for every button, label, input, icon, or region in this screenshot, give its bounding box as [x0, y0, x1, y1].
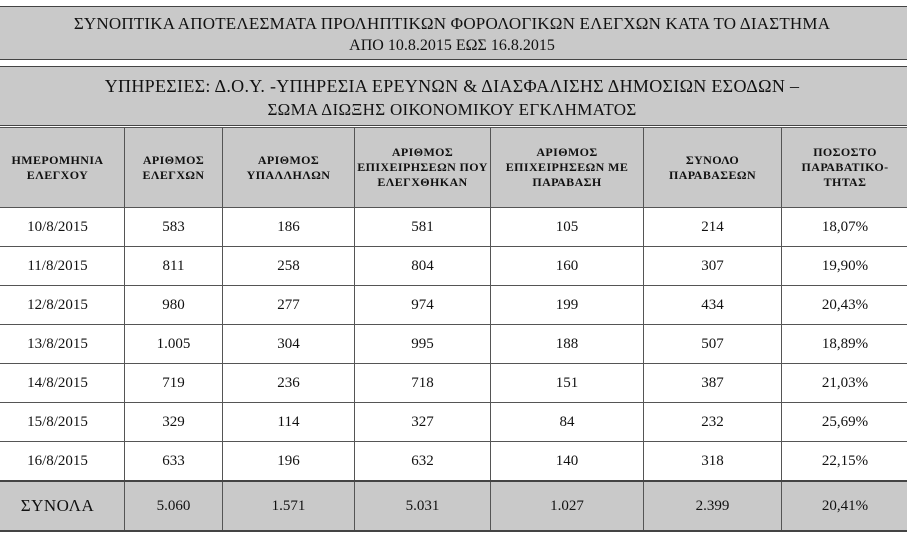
cell-violation-rate: 25,69% [782, 403, 907, 442]
cell-date: 13/8/2015 [0, 325, 125, 364]
table-row [0, 247, 907, 286]
cell-employees: 236 [223, 364, 355, 403]
cell-businesses-violating: 160 [491, 247, 644, 286]
col-header-date: ΗΜΕΡΟΜΗΝΙΑ ΕΛΕΓΧΟΥ [0, 128, 125, 208]
cell-employees: 186 [223, 208, 355, 247]
totals-label: ΣΥΝΟΛΑ [0, 481, 125, 531]
cell-total-violations: 214 [644, 208, 782, 247]
audit-results-table [0, 127, 907, 532]
services-line-2: ΣΩΜΑ ΔΙΩΞΗΣ ΟΙΚΟΝΟΜΙΚΟΥ ΕΓΚΛΗΜΑΤΟΣ [267, 100, 637, 119]
cell-employees: 114 [223, 403, 355, 442]
cell-violation-rate: 20,43% [782, 286, 907, 325]
total-employees: 1.571 [223, 481, 355, 531]
report-title-band [0, 6, 907, 60]
cell-total-violations: 318 [644, 442, 782, 482]
cell-date: 15/8/2015 [0, 403, 125, 442]
cell-total-violations: 507 [644, 325, 782, 364]
cell-violation-rate: 21,03% [782, 364, 907, 403]
cell-date: 12/8/2015 [0, 286, 125, 325]
total-businesses-violating: 1.027 [491, 481, 644, 531]
table-row [0, 325, 907, 364]
cell-employees: 258 [223, 247, 355, 286]
cell-audits: 719 [125, 364, 223, 403]
total-audits: 5.060 [125, 481, 223, 531]
cell-businesses-audited: 995 [355, 325, 491, 364]
cell-audits: 633 [125, 442, 223, 482]
col-header-violation-rate: ΠΟΣΟΣΤΟ ΠΑΡΑΒΑΤΙΚΟ-ΤΗΤΑΣ [782, 128, 907, 208]
cell-businesses-audited: 327 [355, 403, 491, 442]
cell-date: 14/8/2015 [0, 364, 125, 403]
cell-date: 11/8/2015 [0, 247, 125, 286]
cell-violation-rate: 22,15% [782, 442, 907, 482]
table-row [0, 403, 907, 442]
col-header-audits: ΑΡΙΘΜΟΣ ΕΛΕΓΧΩΝ [125, 128, 223, 208]
cell-businesses-violating: 199 [491, 286, 644, 325]
cell-total-violations: 307 [644, 247, 782, 286]
col-header-employees: ΑΡΙΘΜΟΣ ΥΠΑΛΛΗΛΩΝ [223, 128, 355, 208]
table-header-row [0, 128, 907, 208]
cell-employees: 304 [223, 325, 355, 364]
report-title-line-2: ΑΠΟ 10.8.2015 ΕΩΣ 16.8.2015 [349, 37, 555, 54]
cell-violation-rate: 18,07% [782, 208, 907, 247]
cell-businesses-audited: 974 [355, 286, 491, 325]
cell-total-violations: 434 [644, 286, 782, 325]
cell-businesses-violating: 188 [491, 325, 644, 364]
services-line-1: ΥΠΗΡΕΣΙΕΣ: Δ.Ο.Υ. -ΥΠΗΡΕΣΙΑ ΕΡΕΥΝΩΝ & ΔΙΑΣΦΑΛΙΣΗΣ ΔΗΜΟΣΙΩΝ ΕΣΟΔΩΝ – [104, 76, 800, 96]
total-violations: 2.399 [644, 481, 782, 531]
cell-businesses-violating: 140 [491, 442, 644, 482]
cell-businesses-audited: 581 [355, 208, 491, 247]
totals-row [0, 481, 907, 531]
cell-audits: 980 [125, 286, 223, 325]
cell-violation-rate: 18,89% [782, 325, 907, 364]
cell-date: 16/8/2015 [0, 442, 125, 482]
cell-total-violations: 232 [644, 403, 782, 442]
report-title-line-1: ΣΥΝΟΠΤΙΚΑ ΑΠΟΤΕΛΕΣΜΑΤΑ ΠΡΟΛΗΠΤΙΚΩΝ ΦΟΡΟΛΟΓΙΚΩΝ ΕΛΕΓΧΩΝ ΚΑΤΑ ΤΟ ΔΙΑΣΤΗΜΑ [73, 14, 831, 33]
total-businesses-audited: 5.031 [355, 481, 491, 531]
table-row [0, 442, 907, 482]
cell-employees: 277 [223, 286, 355, 325]
table-row [0, 208, 907, 247]
cell-audits: 329 [125, 403, 223, 442]
col-header-businesses-audited: ΑΡΙΘΜΟΣ ΕΠΙΧΕΙΡΗΣΕΩΝ ΠΟΥ ΕΛΕΓΧΘΗΚΑΝ [355, 128, 491, 208]
cell-audits: 1.005 [125, 325, 223, 364]
cell-employees: 196 [223, 442, 355, 482]
col-header-businesses-violating: ΑΡΙΘΜΟΣ ΕΠΙΧΕΙΡΗΣΕΩΝ ΜΕ ΠΑΡΑΒΑΣΗ [491, 128, 644, 208]
cell-businesses-violating: 84 [491, 403, 644, 442]
cell-businesses-audited: 632 [355, 442, 491, 482]
cell-date: 10/8/2015 [0, 208, 125, 247]
cell-businesses-audited: 804 [355, 247, 491, 286]
cell-total-violations: 387 [644, 364, 782, 403]
col-header-total-violations: ΣΥΝΟΛΟ ΠΑΡΑΒΑΣΕΩΝ [644, 128, 782, 208]
services-band [0, 66, 907, 126]
cell-businesses-violating: 151 [491, 364, 644, 403]
cell-businesses-audited: 718 [355, 364, 491, 403]
table-row [0, 364, 907, 403]
cell-violation-rate: 19,90% [782, 247, 907, 286]
total-violation-rate: 20,41% [782, 481, 907, 531]
cell-audits: 583 [125, 208, 223, 247]
table-row [0, 286, 907, 325]
cell-businesses-violating: 105 [491, 208, 644, 247]
cell-audits: 811 [125, 247, 223, 286]
